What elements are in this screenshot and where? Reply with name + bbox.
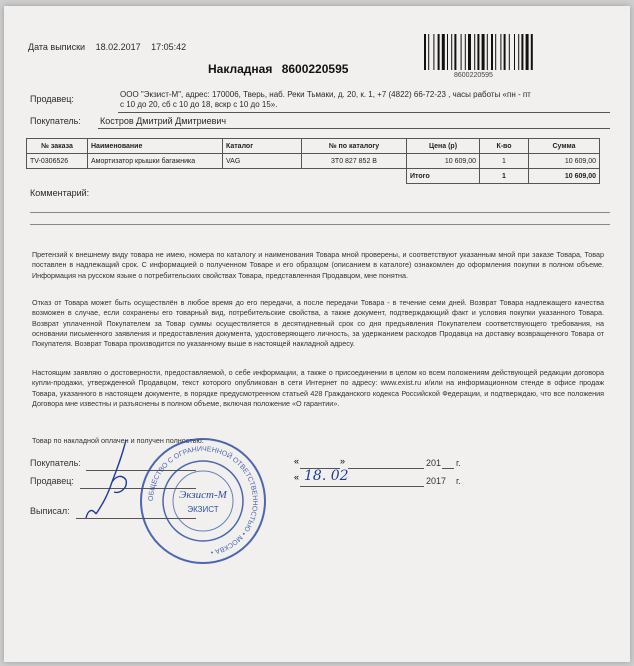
year-suffix-2: г. [456,476,461,486]
company-stamp [138,436,268,566]
terms-paragraph-3: Настоящим заявляю о достоверности, предоставляемой, о себе информации, а также о присоединении в целом ко всем положениям действующей редакции договора купли-продажи, утвержденной Продавцом, текст которого опубликован в сети Интернет по адресу: www.exist.ru и/или на информационном стенде в офисе продаж Товара, указанного в настоящем документе, в порядке предусмотренном статьей 428 Гражданского кодекса Российской Федерации, и подтверждаю, что все положения Договора мне известны и разъяснены в полном объеме, включая положение «О гарантии». [32,368,604,408]
table-row [27,154,600,169]
cell-order: TV-0306526 [27,154,88,169]
stamp-center-1: Экзист-М [179,489,227,501]
col-sum: Сумма [529,139,600,154]
issued-sign-label: Выписал: [30,506,70,516]
barcode-number: 8600220595 [454,72,493,79]
handwritten-date: 18. 02 [304,468,349,484]
terms-paragraph-1: Претензий к внешнему виду товара не имею, номера по каталогу и наименования Товара мной проверены, и соответствуют указанным мной при заказе Товара, Товар поставлен в надлежащий срок. С информацией о полученном Товаре и его образцом (описанием в каталоге) ознакомлен до оформления покупки в полном объеме. Информация на русском языке о потребительских свойствах Товара, представленная Продавцом, мне понятна. [32,250,604,280]
seller-line-1: ООО "Экзист-М", адрес: 170006, Тверь, наб. Реки Тьмаки, д. 20, к. 1, +7 (4822) 66-72-23 , часы работы «пн - пт [120,90,531,99]
total-label: Итого [407,169,480,184]
cell-catalog-number: 3T0 827 852 B [302,154,407,169]
buyer-underline [98,128,610,129]
cell-sum: 10 609,00 [529,154,600,169]
invoice-title-label: Накладная [208,62,273,76]
issue-date-row [28,42,186,52]
total-row [27,169,600,184]
col-qty: К-во [480,139,529,154]
stamp-center-2: ЭКЗИСТ [187,505,219,514]
buyer-sign-label: Покупатель: [30,458,81,468]
year-2: 2017 [426,476,447,486]
year-suffix-1: г. [456,458,461,468]
cell-name: Амортизатор крышки багажника [88,154,223,169]
table-header-row [27,139,600,154]
total-qty: 1 [480,169,529,184]
col-catalog-number: № по каталогу [302,139,407,154]
seller-underline [118,112,610,113]
buyer-name: Костров Дмитрий Дмитриевич [100,116,227,126]
col-name: Наименование [88,139,223,154]
terms-paragraph-4: Товар по накладной оплачен и получен полностью. [32,436,204,445]
invoice-number: 8600220595 [281,62,349,76]
items-table [26,138,600,184]
issue-date: 18.02.2017 [95,42,141,52]
col-price: Цена (р) [407,139,480,154]
total-sum: 10 609,00 [529,169,600,184]
cell-catalog: VAG [223,154,302,169]
year-1: 201 [426,458,442,468]
seller-label: Продавец: [30,94,74,104]
terms-paragraph-2: Отказ от Товара может быть осуществлён в любое время до его передачи, а после передачи Товара - в течение семи дней. Возврат Товара надлежащего качества возможен в случае, если сохранены его товарный вид, потребительские свойства, а также документ, подтверждающий факт и условия покупки указанного Товара. Возврат уплаченной Покупателем за Товар суммы осуществляется в десятидневный срок со дня предъявления Покупателем соответствующего требования, на основании письменного заявления и предоставления документа, удостоверяющего личность, за удержанием расходов Продавца на доставку возвращенного Товара от Покупателя. Возврат Товара производится по указанному выше в настоящей накладной адресу. [32,298,604,349]
seller-line-2: с 10 до 20, сб с 10 до 18, вскр с 10 до 15». [120,100,278,109]
col-catalog: Каталог [223,139,302,154]
stamp-ring-text: ОБЩЕСТВО С ОГРАНИЧЕННОЙ ОТВЕТСТВЕННОСТЬЮ • МОСКВА • [147,445,259,556]
comment-line-2 [30,224,610,225]
buyer-label: Покупатель: [30,116,81,126]
cell-price: 10 609,00 [407,154,480,169]
invoice-sheet: Дата выписки 18.02.2017 17:05:42 8600220595 Накладная 8600220595 Продавец: ООО "Экзист-М", адрес: 170006, Тверь, наб. Реки Тьмаки, д. 20, к. 1, +7 (4822) 66-72-23 , часы работы «пн - пт с 10 до 20, сб с 10 до 18, вскр с 10 до 15». Покупатель: Костров Дмитрий Дмитриевич № заказа Наименование Каталог № по каталогу Цена (р) К-во Сумма TV-0306526 Амортизатор крышки багажника VAG 3T0 827 852 B 10 609,00 1 10 609,00 Итого 1 10 609,00 Комментарий: Претензий к внешнему виду товара не имею, номера по каталогу и наименования Товара мной проверены, и соответствуют указанным мной при заказе Товара, Товар поставлен в надлежащий срок. С информацией о полученном Товаре и его образцом (описанием в каталоге) ознакомлен до оформления покупки в полном объеме. Информация на русском языке о потребительских свойствах Товара, представленная Продавцом, мне понятна. Отказ от Товара может быть осуществлён в любое время до его передачи, а после передачи Товара - в течение семи дней. Возврат Товара надлежащего качества возможен в случае, если сохранены его товарный вид, потребительские свойства, а также документ, подтверждающий факт и условия покупки указанного Товара. Возврат уплаченной Покупателем за Товар суммы осуществляется в десятидневный срок со дня предъявления Покупателем соответствующего требования, на основании письменного заявления и предоставления документа, удостоверяющего личность, за удержанием расходов Продавца на доставку возвращенного Товара от Покупателя. Возврат Товара производится по указанному выше в настоящей накладной адресу. Настоящим заявляю о достоверности, предоставляемой, о себе информации, а также о присоединении в целом ко всем положениям действующей редакции договора купли-продажи, утвержденной Продавцом, текст которого опубликован в сети Интернет по адресу: www.exist.ru и/или на информационном стенде в офисе продаж Товара, указанного в настоящем документе, в порядке предусмотренном статьей 428 Гражданского кодекса Российской Федерации, и подтверждаю, что все положения Договора мне известны и разъяснены в полном объеме, включая положение «О гарантии». Товар по накладной оплачен и получен полностью. Покупатель: Продавец: Выписал: « » 201 г. « 18. 02 2017 г. ОБЩЕСТВО С ОГРАНИЧЕННОЙ ОТВЕТСТВЕННОСТЬЮ • МОСКВА • Экзист-М ЭКЗИСТ [4,6,630,662]
cell-qty: 1 [480,154,529,169]
barcode [422,34,572,82]
comment-line-1 [30,212,610,213]
seller-sign-label: Продавец: [30,476,74,486]
seller-info [120,90,610,110]
issue-time: 17:05:42 [151,42,187,52]
col-order: № заказа [27,139,88,154]
invoice-title [208,62,348,76]
comment-label: Комментарий: [30,188,90,198]
issue-date-label: Дата выписки [28,42,86,52]
